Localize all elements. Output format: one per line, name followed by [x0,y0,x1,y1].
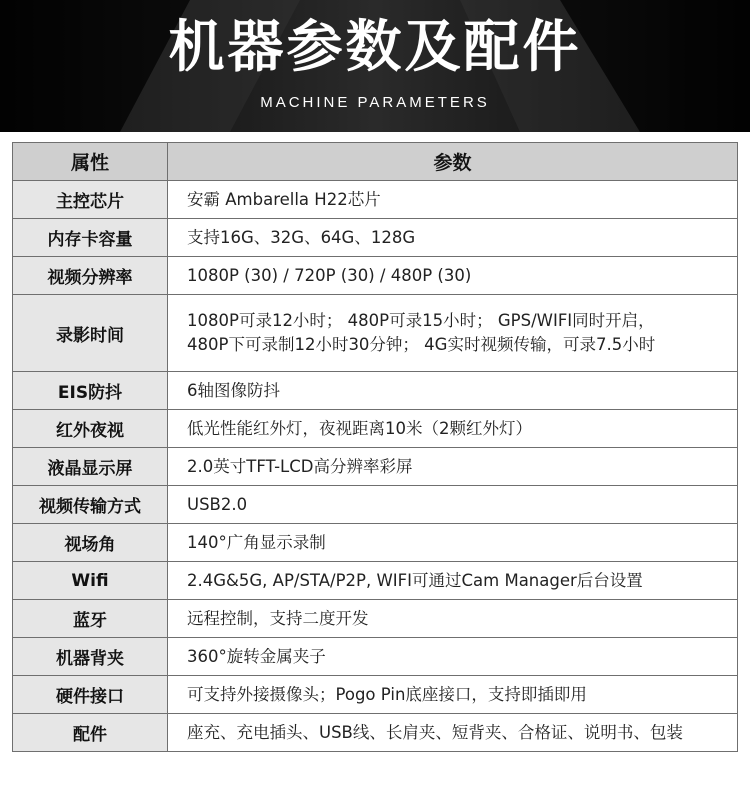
row-value: 低光性能红外灯，夜视距离10米（2颗红外灯） [168,410,738,448]
table-row [13,295,738,372]
table-row [13,524,738,562]
row-key: 硬件接口 [13,676,168,714]
row-value: 1080P (30) / 720P (30) / 480P (30) [168,257,738,295]
row-key: 视场角 [13,524,168,562]
header-banner [0,0,750,132]
table-row [13,372,738,410]
row-value: 远程控制，支持二度开发 [168,600,738,638]
row-value: 360°旋转金属夹子 [168,638,738,676]
row-value: 座充、充电插头、USB线、长肩夹、短背夹、合格证、说明书、包装 [168,714,738,752]
table-row [13,448,738,486]
table-row [13,257,738,295]
table-row [13,181,738,219]
column-header-parameter: 参数 [168,143,738,181]
row-value: 支持16G、32G、64G、128G [168,219,738,257]
column-header-attribute: 属性 [13,143,168,181]
row-key: 录影时间 [13,295,168,372]
row-key: 红外夜视 [13,410,168,448]
row-value-line-2: 480P下可录制12小时30分钟； 4G实时视频传输，可录7.5小时 [187,335,656,354]
row-key: 机器背夹 [13,638,168,676]
page-subtitle: MACHINE PARAMETERS [260,94,490,111]
row-value: 2.4G&5G, AP/STA/P2P, WIFI可通过Cam Manager后台设置 [168,562,738,600]
row-value: USB2.0 [168,486,738,524]
parameters-table [12,142,738,752]
table-row [13,714,738,752]
table-row [13,410,738,448]
row-key: 视频传输方式 [13,486,168,524]
row-key: 配件 [13,714,168,752]
table-row [13,486,738,524]
row-value: 2.0英寸TFT-LCD高分辨率彩屏 [168,448,738,486]
row-value: 6轴图像防抖 [168,372,738,410]
table-row [13,219,738,257]
row-key: 液晶显示屏 [13,448,168,486]
row-key: 视频分辨率 [13,257,168,295]
row-value [168,295,738,372]
row-key: 内存卡容量 [13,219,168,257]
table-row [13,676,738,714]
table-header-row [13,143,738,181]
row-value: 140°广角显示录制 [168,524,738,562]
row-key: 主控芯片 [13,181,168,219]
table-row [13,638,738,676]
table-row [13,600,738,638]
row-value: 安霸 Ambarella H22芯片 [168,181,738,219]
row-key: Wifi [13,562,168,600]
row-key: 蓝牙 [13,600,168,638]
page-title: 机器参数及配件 [168,15,582,80]
row-key: EIS防抖 [13,372,168,410]
row-value-line-1: 1080P可录12小时； 480P可录15小时； GPS/WIFI同时开启， [187,311,655,330]
row-value: 可支持外接摄像头；Pogo Pin底座接口，支持即插即用 [168,676,738,714]
table-row [13,562,738,600]
